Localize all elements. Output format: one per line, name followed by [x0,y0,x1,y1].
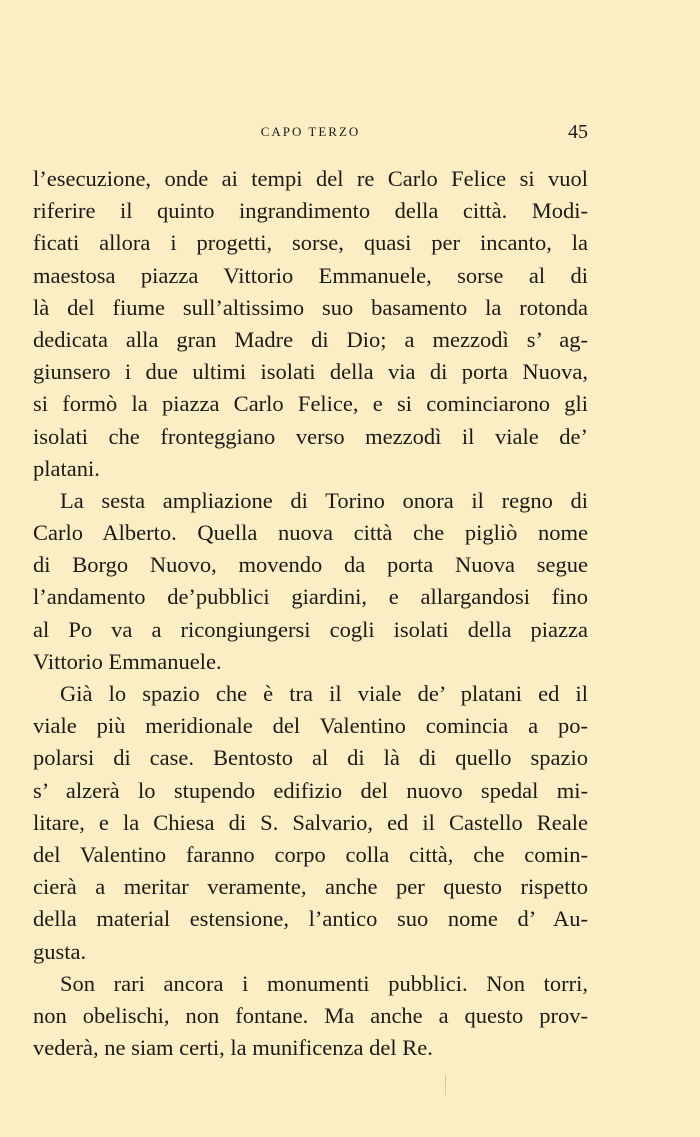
text-line: ficati allora i progetti, sorse, quasi per incanto, la [33,230,588,256]
text-line: giunsero i due ultimi isolati della via di porta Nuova, [33,359,588,385]
text-line: polarsi di case. Bentosto al di là di quello spazio [33,745,588,771]
text-line: platani. [33,455,100,481]
text-line: Son rari ancora i monumenti pubblici. Non torri, [60,970,588,996]
text-line: litare, e la Chiesa di S. Salvario, ed il Castello Reale [33,809,588,835]
text-line: l’andamento de’pubblici giardini, e allargandosi fino [33,584,588,610]
text-line: l’esecuzione, onde ai tempi del re Carlo Felice si vuol [33,166,588,191]
text-line: al Po va a ricongiungersi cogli isolati della piazza [33,616,588,642]
text-line: cierà a meritar veramente, anche per questo rispetto [33,874,588,900]
text-line: isolati che fronteggiano verso mezzodì il viale de’ [33,423,588,449]
text-line: s’ alzerà lo stupendo edifizio del nuovo spedal mi- [33,777,588,803]
text-line: riferire il quinto ingrandimento della città. Modi- [33,198,588,224]
body-text [33,163,588,1064]
text-line: di Borgo Nuovo, movendo da porta Nuova segue [33,552,588,578]
running-head: CAPO TERZO [260,124,361,139]
margin-mark [445,1075,446,1095]
text-line: Già lo spazio che è tra il viale de’ platani ed il [60,681,588,706]
page-number: 45 [568,121,588,143]
text-line: gusta. [33,938,87,964]
text-line: là del fiume sull’altissimo suo basamento la rotonda [33,294,588,320]
text-line: del Valentino faranno corpo colla città, che comin- [33,841,588,867]
text-line: maestosa piazza Vittorio Emmanuele, sorse al di [33,262,588,288]
text-line: non obelischi, non fontane. Ma anche a questo prov- [33,1002,588,1028]
text-line: vederà, ne siam certi, la munificenza del Re. [33,1035,433,1061]
text-line: Carlo Alberto. Quella nuova città che pigliò nome [33,520,588,546]
page-header [33,121,588,143]
text-line: si formò la piazza Carlo Felice, e si cominciarono gli [33,391,588,417]
text-line: viale più meridionale del Valentino comincia a po- [33,713,588,739]
text-line: La sesta ampliazione di Torino onora il regno di [60,487,588,513]
text-line: della material estensione, l’antico suo nome d’ Au- [33,906,588,932]
text-line: Vittorio Emmanuele. [33,648,222,674]
text-line: dedicata alla gran Madre di Dio; a mezzodì s’ ag- [33,326,588,352]
